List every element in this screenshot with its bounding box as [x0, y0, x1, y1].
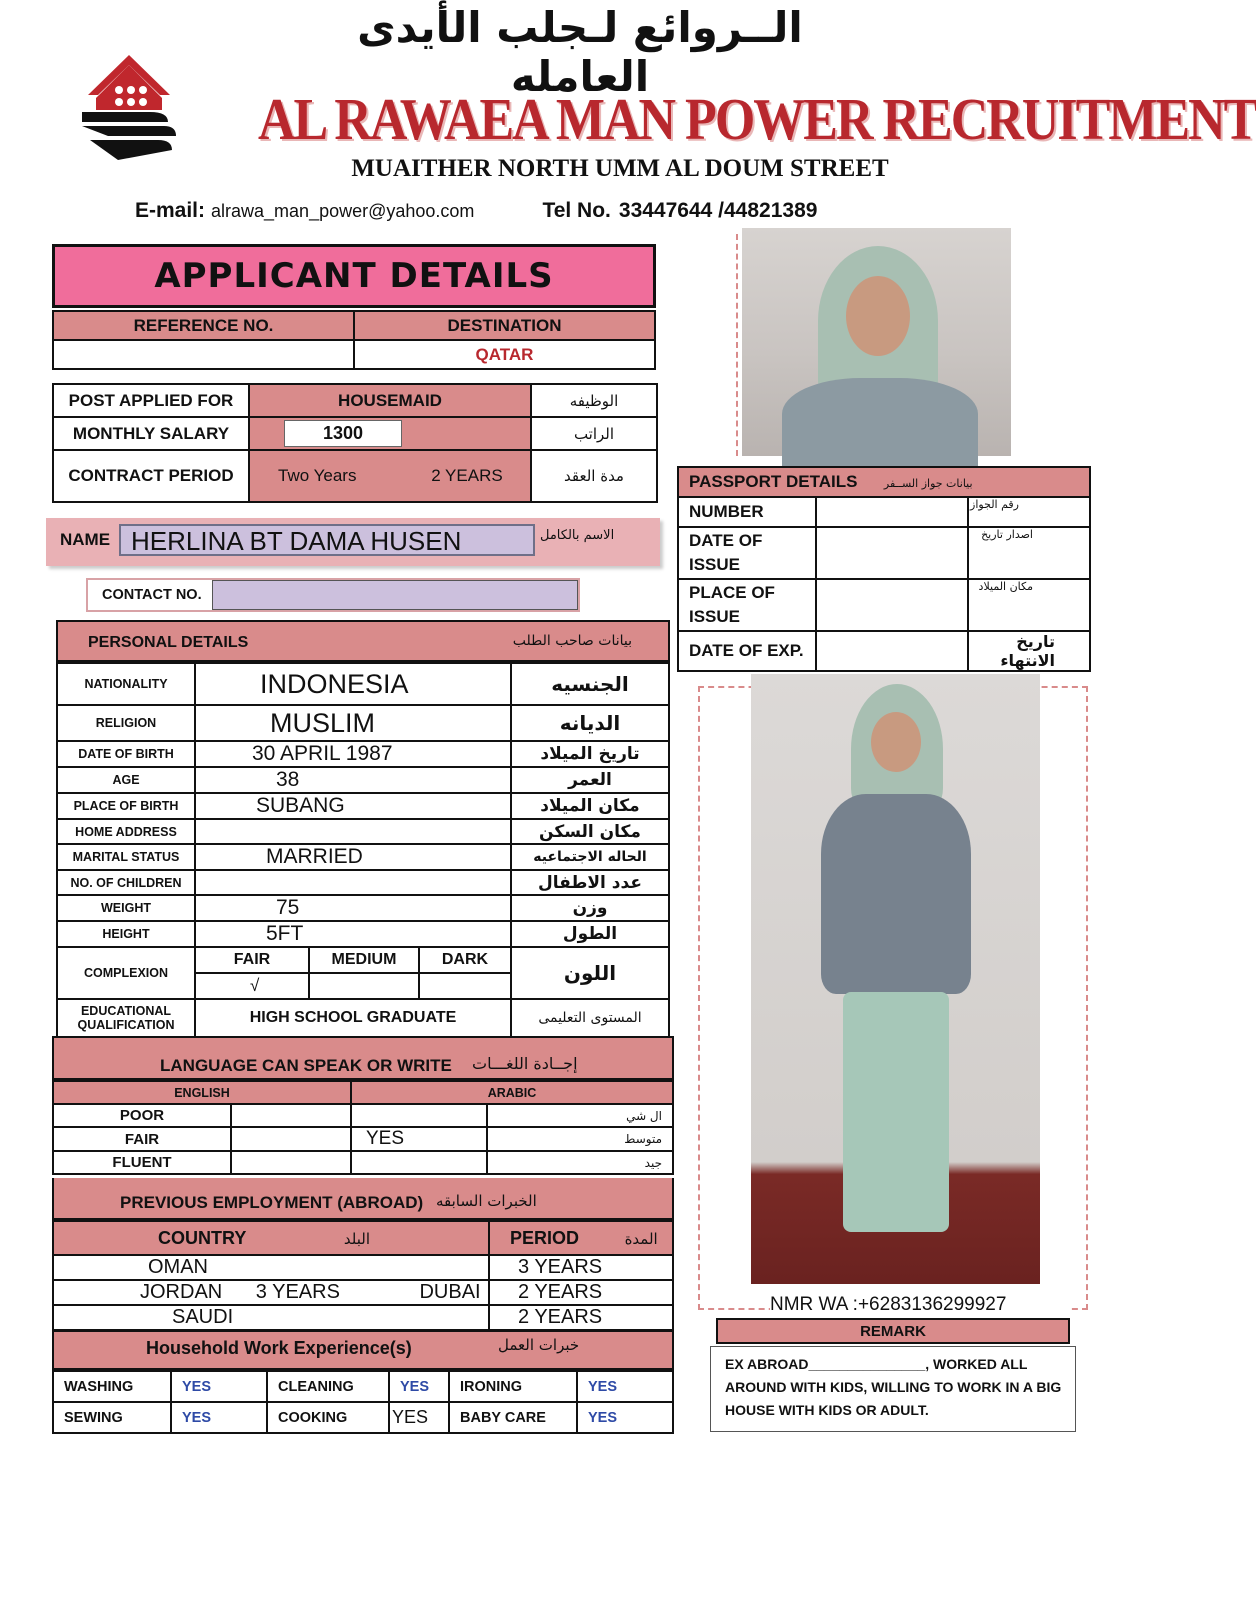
home-address-value: [195, 819, 511, 844]
country-header: [53, 1221, 489, 1255]
weight-ar: وزن: [511, 895, 669, 921]
passport-issue-date-label: DATE OF ISSUE: [678, 527, 816, 579]
cooking-label: COOKING: [267, 1402, 389, 1433]
marital-status-label: MARITAL STATUS: [57, 844, 195, 870]
lang-fluent-arabic: [351, 1151, 487, 1174]
portrait-body: [782, 378, 978, 468]
complexion-dark-mark: [419, 973, 510, 998]
emp-country-1: OMAN: [148, 1256, 208, 1278]
english-label: ENGLISH: [53, 1081, 351, 1104]
home-address-label: HOME ADDRESS: [57, 819, 195, 844]
language-title: LANGUAGE CAN SPEAK OR WRITE: [160, 1056, 452, 1075]
emp-row-3: [53, 1305, 489, 1330]
complexion-fair-mark: √: [196, 973, 309, 998]
lang-fluent-ar: جيد: [487, 1151, 673, 1174]
contract-label: CONTRACT PERIOD: [53, 450, 249, 502]
contact-value[interactable]: [212, 580, 578, 610]
passport-number-label: NUMBER: [678, 497, 816, 527]
country-label: COUNTRY: [158, 1227, 247, 1248]
passport-issue-place-value: [816, 579, 968, 631]
emp-period-1: 3 YEARS: [489, 1255, 673, 1280]
passport-expiry-ar: تاريخ الانتهاء: [968, 631, 1090, 671]
salary-ar: الراتب: [531, 417, 657, 450]
lang-fair-english: [231, 1127, 351, 1151]
personal-details-header: [56, 620, 670, 662]
tel-label: Tel No.: [542, 199, 611, 222]
email-value[interactable]: alrawa_man_power@yahoo.com: [211, 200, 475, 221]
household-table: [52, 1370, 674, 1434]
company-address: MUAITHER NORTH UMM AL DOUM STREET: [351, 155, 889, 182]
cooking-value: YES: [389, 1402, 449, 1433]
dob-ar: تاريخ الميلاد: [511, 741, 669, 767]
sewing-label: SEWING: [53, 1402, 171, 1433]
age-ar: العمر: [511, 767, 669, 793]
emp-extra-2a: 3 YEARS: [255, 1281, 340, 1303]
marital-status-value: MARRIED: [195, 844, 511, 870]
personal-title: PERSONAL DETAILS: [88, 634, 249, 651]
lang-fair-arabic: YES: [351, 1127, 487, 1151]
complexion-medium: MEDIUM: [309, 948, 419, 973]
contract-value-1: Two Years: [278, 466, 357, 485]
household-title: Household Work Experience(s): [146, 1338, 412, 1358]
full-photo-face: [871, 712, 921, 772]
lang-fluent-english: [231, 1151, 351, 1174]
complexion-medium-mark: [309, 973, 419, 998]
period-label: PERIOD: [510, 1227, 580, 1248]
nmr-number: NMR WA :+6283136299927: [770, 1294, 1070, 1320]
emp-extra-2b: DUBAI: [419, 1281, 481, 1303]
contract-ar: مدة العقد: [531, 450, 657, 502]
passport-number-ar: رقم الجواز: [968, 497, 1090, 527]
language-title-ar: إجــادة اللغـــات: [472, 1054, 578, 1073]
complexion-fair: FAIR: [196, 948, 309, 973]
passport-title: PASSPORT DETAILS: [689, 472, 858, 491]
baby-care-label: BABY CARE: [449, 1402, 577, 1433]
nationality-label: NATIONALITY: [57, 663, 195, 705]
arabic-label: ARABIC: [351, 1081, 673, 1104]
lang-fair-ar: متوسط: [487, 1127, 673, 1151]
contact-label: CONTACT NO.: [102, 587, 202, 603]
full-body-photo: [751, 674, 1040, 1284]
complexion-options-cell: [195, 947, 511, 999]
pob-value: SUBANG: [195, 793, 511, 819]
portrait-face: [846, 276, 910, 356]
passport-issue-place-label: PLACE OF ISSUE: [678, 579, 816, 631]
height-value: 5FT: [195, 921, 511, 947]
home-address-ar: مكان السكن: [511, 819, 669, 844]
religion-label: RELIGION: [57, 705, 195, 741]
ironing-label: IRONING: [449, 1371, 577, 1402]
passport-expiry-label: DATE OF EXP.: [678, 631, 816, 671]
lang-poor-ar: ال شي: [487, 1104, 673, 1127]
reference-destination-block: [52, 310, 656, 370]
washing-value: YES: [171, 1371, 267, 1402]
emp-row-1: [53, 1255, 489, 1280]
lang-fluent: FLUENT: [53, 1151, 231, 1174]
emp-row-2: [53, 1280, 489, 1305]
washing-label: WASHING: [53, 1371, 171, 1402]
complexion-label: COMPLEXION: [57, 947, 195, 999]
education-ar: المستوى التعليمى: [511, 999, 669, 1037]
salary-label: MONTHLY SALARY: [53, 417, 249, 450]
religion-value: MUSLIM: [195, 705, 511, 741]
remark-text: EX ABROAD_______________, WORKED ALL AROUND WITH KIDS, WILLING TO WORK IN A BIG HOUSE WITH KIDS OR ADULT.: [710, 1346, 1076, 1432]
age-value: 38: [195, 767, 511, 793]
cleaning-value: YES: [389, 1371, 449, 1402]
portrait-photo: [742, 228, 1011, 456]
personal-title-ar: بيانات صاحب الطلب: [512, 633, 632, 649]
passport-number-value: [816, 497, 968, 527]
height-ar: الطول: [511, 921, 669, 947]
passport-issue-date-ar: اصدار تاريخ: [968, 527, 1090, 579]
period-ar: المدة: [624, 1229, 658, 1248]
name-label: NAME: [60, 530, 111, 549]
company-arabic-name: الــروائع لـجلب الأيدى العامله: [357, 3, 803, 101]
passport-issue-place-ar: مكان الميلاد: [968, 579, 1090, 631]
language-header: [52, 1036, 674, 1080]
children-label: NO. OF CHILDREN: [57, 870, 195, 895]
post-value: HOUSEMAID: [249, 384, 531, 417]
contact-line: [135, 196, 895, 226]
lang-poor-arabic: [351, 1104, 487, 1127]
household-header: [52, 1330, 674, 1370]
lang-poor: POOR: [53, 1104, 231, 1127]
name-ar: الاسم بالكامل: [540, 528, 615, 543]
household-title-ar: خبرات العمل: [498, 1336, 580, 1354]
company-name: AL RAWAEA MAN POWER RECRUITMENT: [258, 87, 1256, 153]
emp-period-3: 2 YEARS: [489, 1305, 673, 1330]
salary-cell: [249, 417, 531, 450]
employment-title-ar: الخبرات السابقه: [436, 1192, 537, 1210]
contract-cell: [249, 450, 531, 502]
applicant-details-title: APPLICANT DETAILS: [52, 244, 656, 308]
pob-ar: مكان الميلاد: [511, 793, 669, 819]
dob-label: DATE OF BIRTH: [57, 741, 195, 767]
country-ar: البلد: [343, 1229, 371, 1248]
contact-row: [86, 578, 580, 612]
employment-header: [52, 1178, 674, 1220]
children-ar: عدد الاطفال: [511, 870, 669, 895]
post-salary-contract-block: [52, 383, 658, 503]
lang-poor-english: [231, 1104, 351, 1127]
employment-table: [52, 1220, 674, 1331]
children-value: [195, 870, 511, 895]
education-label: EDUCATIONAL QUALIFICATION: [57, 999, 195, 1037]
passport-title-ar: بيانات جواز الســفر: [883, 477, 973, 490]
tel-value: 33447644 /44821389: [618, 199, 818, 222]
destination-label: DESTINATION: [354, 311, 655, 340]
nationality-ar: الجنسيه: [511, 663, 669, 705]
full-photo-pants: [843, 992, 949, 1232]
period-header: [489, 1221, 673, 1255]
height-label: HEIGHT: [57, 921, 195, 947]
passport-expiry-value: [816, 631, 968, 671]
language-table: [52, 1080, 674, 1175]
emp-country-2: JORDAN: [140, 1281, 223, 1303]
personal-details-table: [56, 662, 670, 1038]
salary-value: 1300: [284, 420, 402, 447]
post-label: POST APPLIED FOR: [53, 384, 249, 417]
sewing-value: YES: [171, 1402, 267, 1433]
emp-period-2: 2 YEARS: [489, 1280, 673, 1305]
company-logo: [78, 50, 180, 162]
reference-label: REFERENCE NO.: [53, 311, 354, 340]
baby-care-value: YES: [577, 1402, 673, 1433]
post-ar: الوظيفه: [531, 384, 657, 417]
ironing-value: YES: [577, 1371, 673, 1402]
passport-details: [677, 466, 1091, 672]
dob-value: 30 APRIL 1987: [195, 741, 511, 767]
pob-label: PLACE OF BIRTH: [57, 793, 195, 819]
complexion-dark: DARK: [419, 948, 510, 973]
emp-country-3: SAUDI: [172, 1306, 234, 1328]
age-label: AGE: [57, 767, 195, 793]
destination-value: QATAR: [354, 340, 655, 369]
employment-title: PREVIOUS EMPLOYMENT (ABROAD): [120, 1193, 424, 1212]
lang-fair: FAIR: [53, 1127, 231, 1151]
weight-value: 75: [195, 895, 511, 921]
passport-issue-date-value: [816, 527, 968, 579]
name-row: [46, 518, 660, 566]
full-photo-blouse: [821, 794, 971, 994]
cleaning-label: CLEANING: [267, 1371, 389, 1402]
weight-label: WEIGHT: [57, 895, 195, 921]
nationality-value: INDONESIA: [195, 663, 511, 705]
email-label: E-mail:: [135, 199, 206, 222]
contract-value-2: 2 YEARS: [431, 466, 503, 485]
passport-header: [678, 467, 1090, 497]
education-value: HIGH SCHOOL GRADUATE: [195, 999, 511, 1037]
remark-title: REMARK: [716, 1318, 1070, 1344]
complexion-ar: اللون: [511, 947, 669, 999]
religion-ar: الديانه: [511, 705, 669, 741]
reference-value: [53, 340, 354, 369]
name-value: HERLINA BT DAMA HUSEN: [119, 524, 535, 556]
marital-status-ar: الحاله الاجتماعيه: [511, 844, 669, 870]
